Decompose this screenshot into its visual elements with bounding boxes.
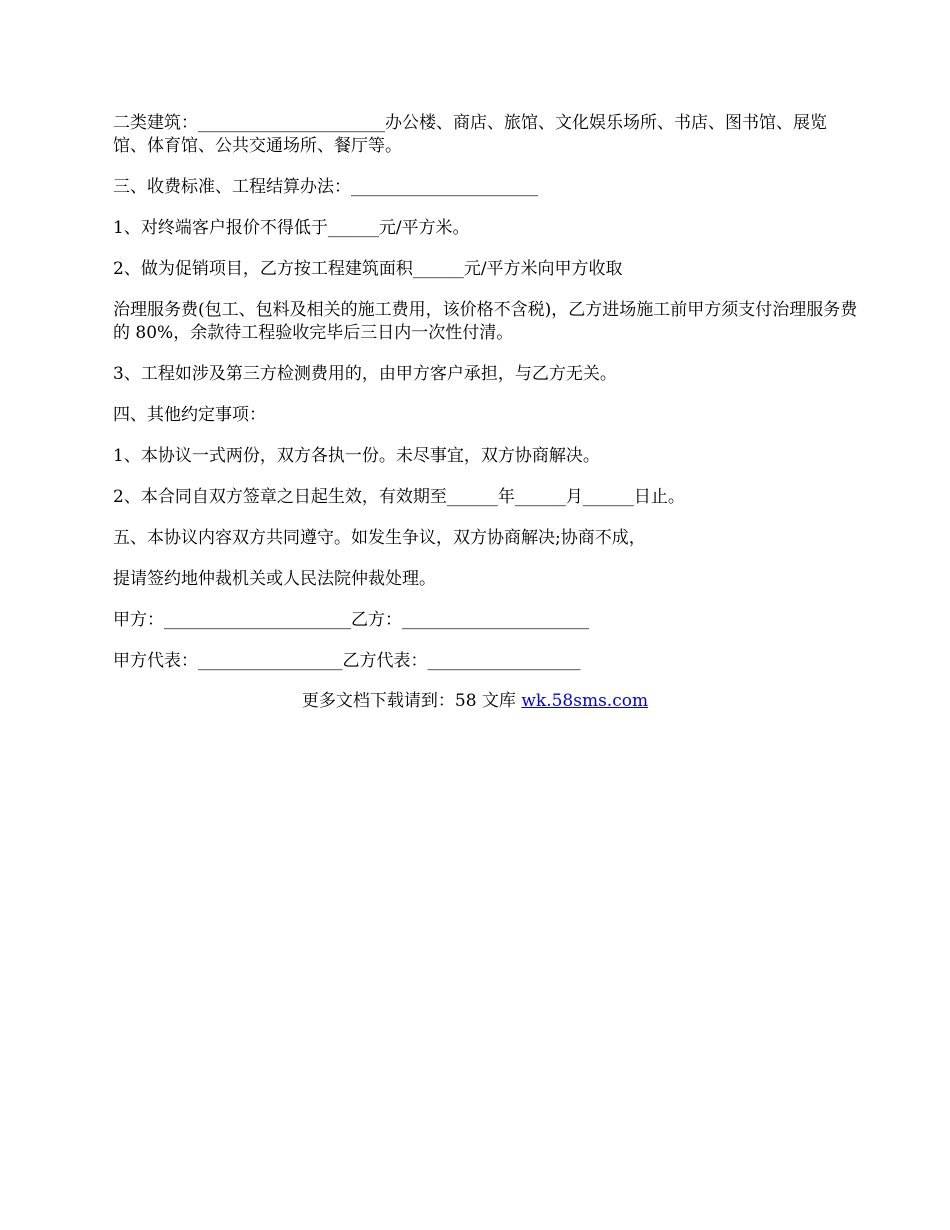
signature-parties: 甲方：______________________乙方：______________________: [113, 610, 589, 630]
footer: [0, 690, 950, 713]
signature-representatives: 甲方代表：_________________乙方代表：__________________: [113, 651, 581, 671]
paragraph-dispute: 五、本协议内容双方共同遵守。如发生争议，双方协商解决;协商不成，: [113, 528, 646, 548]
paragraph-fee-standard: 三、收费标准、工程结算办法：______________________: [113, 177, 538, 197]
paragraph-validity: 2、本合同自双方签章之日起生效，有效期至______年______月______日止。: [113, 487, 685, 507]
paragraph-copies: 1、本协议一式两份，双方各执一份。未尽事宜，双方协商解决。: [113, 446, 600, 466]
paragraph-min-price: 1、对终端客户报价不得低于______元/平方米。: [113, 218, 470, 238]
paragraph-third-party: 3、工程如涉及第三方检测费用的，由甲方客户承担，与乙方无关。: [113, 364, 617, 384]
footer-link[interactable]: wk.58sms.com: [521, 691, 649, 711]
footer-prefix: 更多文档下载请到：58 文库: [301, 691, 522, 711]
paragraph-service-fee: 治理服务费(包工、包料及相关的施工费用，该价格不含税)，乙方进场施工前甲方须支付治理服务费的 80%，余款待工程验收完毕后三日内一次性付清。: [113, 300, 858, 343]
paragraph-other-terms-heading: 四、其他约定事项：: [113, 405, 266, 425]
paragraph-arbitration: 提请签约地仲裁机关或人民法院仲裁处理。: [113, 569, 436, 589]
document-body: [113, 112, 858, 691]
paragraph-building-class-two: 二类建筑：______________________办公楼、商店、旅馆、文化娱乐场所、书店、图书馆、展览馆、体育馆、公共交通场所、餐厅等。: [113, 113, 827, 156]
paragraph-promotion: 2、做为促销项目，乙方按工程建筑面积______元/平方米向甲方收取: [113, 259, 623, 279]
